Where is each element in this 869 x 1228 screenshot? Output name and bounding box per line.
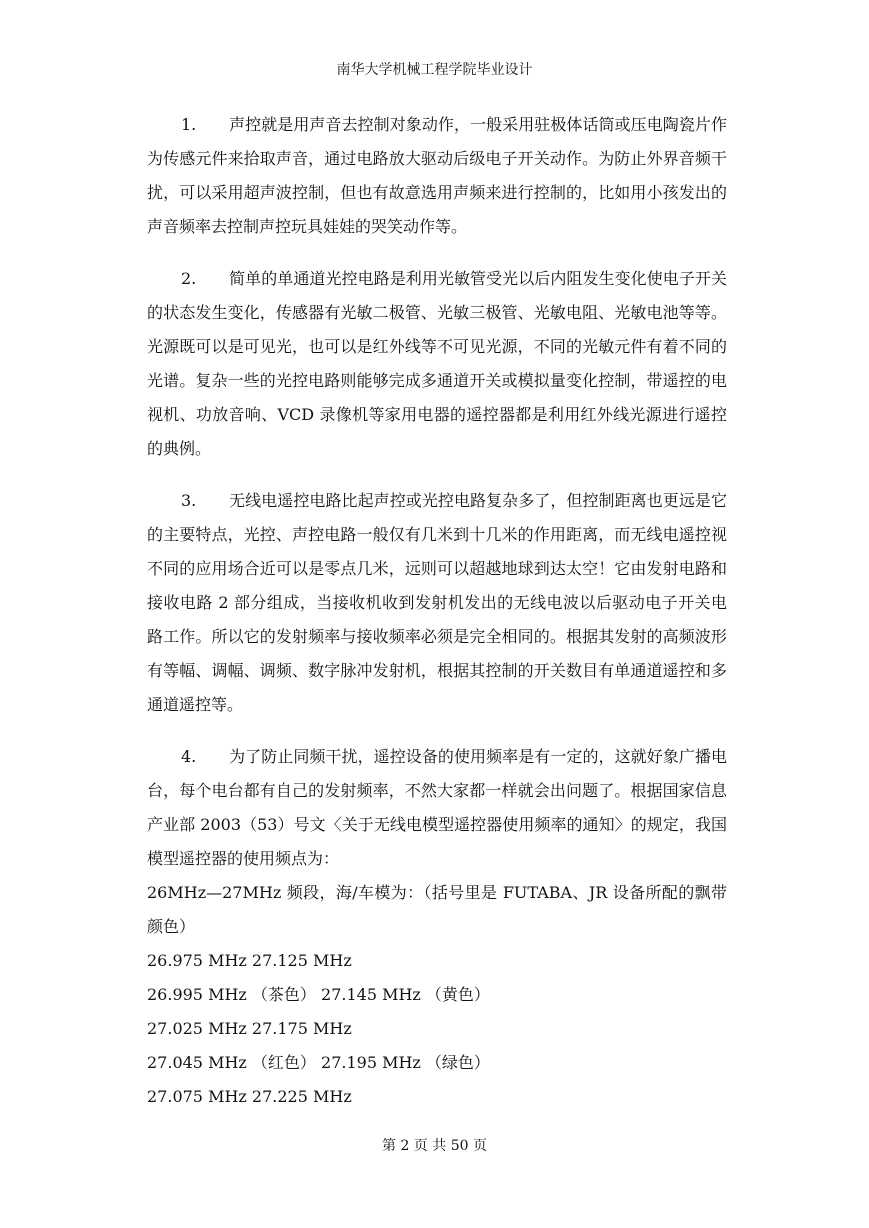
paragraph-number: 2. (181, 269, 197, 288)
paragraph-number: 4. (181, 747, 197, 766)
frequency-line: 27.025 MHz 27.175 MHz (147, 1019, 352, 1038)
paragraph-text: 无线电遥控电路比起声控或光控电路复杂多了，但控制距离也更远是它的主要特点，光控、声控电路一般仅有几米到十几米的作用距离，而无线电遥控视不同的应用场合近可以是零点几米，远则可以超越地球到达太空！它由发射电路和接收电路 2 部分组成，当接收机收到发射机发出的无线电波以后驱动电子开关电路工作。所以它的发射频率与接收频率必须是完全相同的。根据其发射的高频波形有等幅、调幅、调频、数字脉冲发射机，根据其控制的开关数目有单通道遥控和多通道遥控等。 (147, 491, 727, 714)
paragraph-number: 3. (181, 491, 197, 510)
paragraph-number: 1. (181, 115, 197, 134)
paragraph-3 (147, 484, 727, 722)
page-header: 南华大学机械工程学院毕业设计 (336, 62, 533, 78)
frequency-line: 26.975 MHz 27.125 MHz (147, 951, 352, 970)
frequency-line: 26.995 MHz （茶色） 27.145 MHz （黄色） (147, 985, 490, 1004)
paragraph-1 (147, 108, 727, 244)
frequency-line: 27.075 MHz 27.225 MHz (147, 1087, 352, 1106)
page-footer: 第 2 页 共 50 页 (382, 1138, 487, 1154)
paragraph-text: 为了防止同频干扰，遥控设备的使用频率是有一定的，这就好象广播电台，每个电台都有自己的发射频率，不然大家都一样就会出问题了。根据国家信息产业部 2003（53）号文〈关于无线电模型遥控器使用频率的通知〉的规定，我国模型遥控器的使用频点为： (147, 747, 727, 868)
frequency-band-line: 26MHz—27MHz 频段，海/车模为：（括号里是 FUTABA、JR 设备所配的飘带颜色） (147, 883, 727, 936)
document-body (147, 108, 727, 1114)
paragraph-4 (147, 740, 727, 876)
frequency-line: 27.045 MHz （红色） 27.195 MHz （绿色） (147, 1053, 490, 1072)
paragraph-2 (147, 262, 727, 466)
paragraph-text: 声控就是用声音去控制对象动作，一般采用驻极体话筒或压电陶瓷片作为传感元件来拾取声音，通过电路放大驱动后级电子开关动作。为防止外界音频干扰，可以采用超声波控制，但也有故意选用声频来进行控制的，比如用小孩发出的声音频率去控制声控玩具娃娃的哭笑动作等。 (147, 115, 727, 236)
paragraph-text: 简单的单通道光控电路是利用光敏管受光以后内阻发生变化使电子开关的状态发生变化，传感器有光敏二极管、光敏三极管、光敏电阻、光敏电池等等。光源既可以是可见光，也可以是红外线等不可见光源，不同的光敏元件有着不同的光谱。复杂一些的光控电路则能够完成多通道开关或模拟量变化控制，带遥控的电视机、功放音响、VCD 录像机等家用电器的遥控器都是利用红外线光源进行遥控的典例。 (147, 269, 727, 458)
